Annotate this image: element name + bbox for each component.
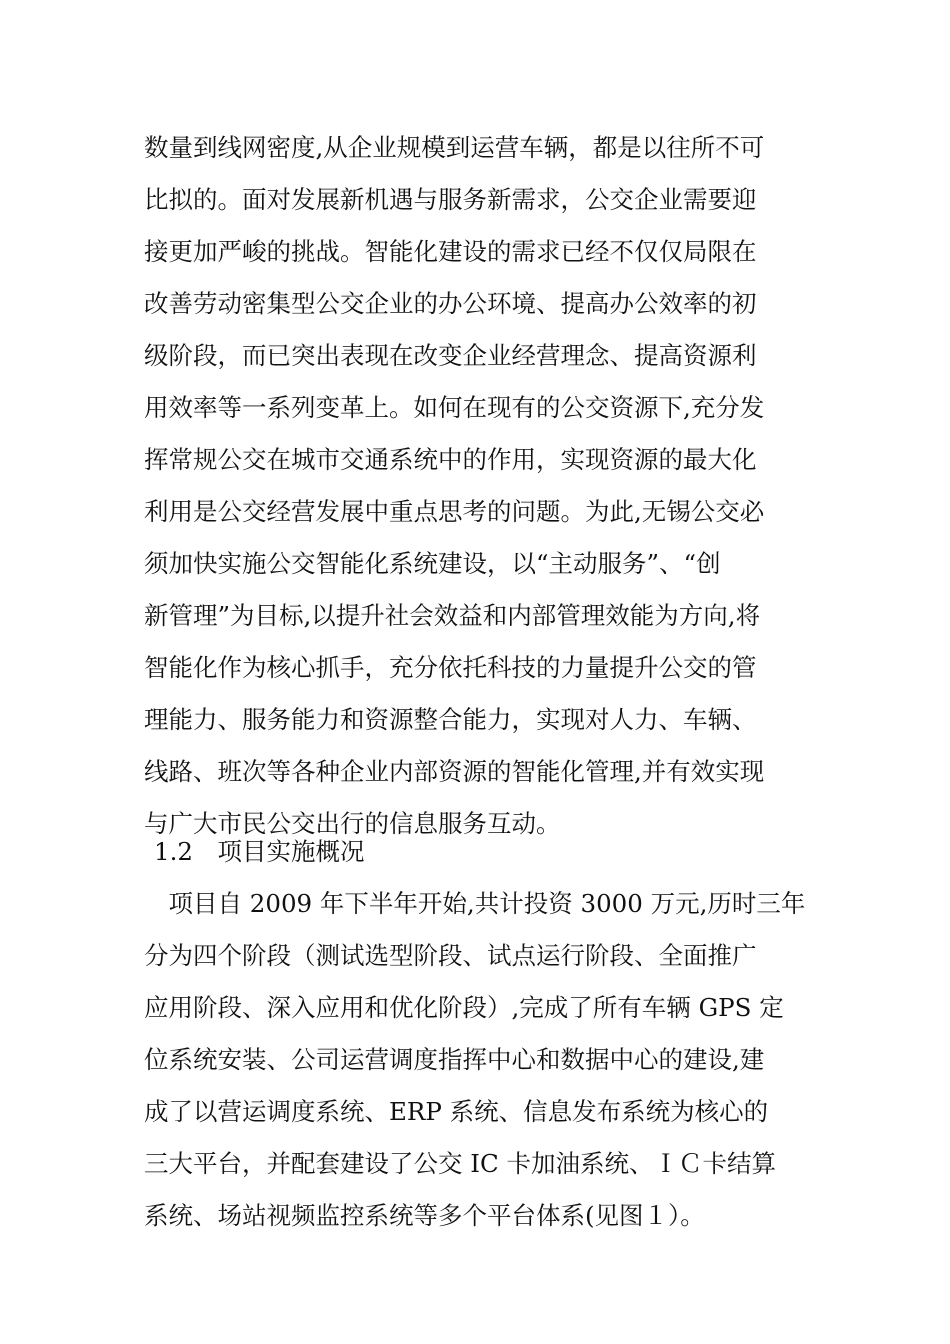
section-heading (154, 826, 814, 878)
section-heading-text: 1.2 项目实施概况 (154, 837, 365, 866)
text-line: 利用是公交经营发展中重点思考的问题。为此,无锡公交必 (144, 497, 765, 526)
text-line: 三大平台，并配套建设了公交 IC 卡加油系统、ＩＣ卡结算 (144, 1149, 776, 1178)
text-line: 理能力、服务能力和资源整合能力，实现对人力、车辆、 (144, 705, 757, 734)
text-line: 改善劳动密集型公交企业的办公环境、提高办公效率的初 (144, 289, 757, 318)
text-line: 接更加严峻的挑战。智能化建设的需求已经不仅仅局限在 (144, 237, 757, 266)
text-line: 位系统安装、公司运营调度指挥中心和数据中心的建设,建 (144, 1045, 765, 1074)
text-line: 与广大市民公交出行的信息服务互动。 (144, 809, 561, 838)
text-line: 级阶段，而已突出表现在改变企业经营理念、提高资源利 (144, 341, 757, 370)
paragraph-1 (144, 122, 804, 850)
text-line: 线路、班次等各种企业内部资源的智能化管理,并有效实现 (144, 757, 765, 786)
text-line: 数量到线网密度,从企业规模到运营车辆，都是以往所不可 (144, 133, 765, 162)
text-line: 挥常规公交在城市交通系统中的作用，实现资源的最大化 (144, 445, 757, 474)
text-line: 系统、场站视频监控系统等多个平台体系(见图１）。 (144, 1201, 705, 1230)
text-line: 新管理”为目标,以提升社会效益和内部管理效能为方向,将 (144, 601, 761, 630)
text-line: 比拟的。面对发展新机遇与服务新需求，公交企业需要迎 (144, 185, 757, 214)
text-line: 成了以营运调度系统、ERP 系统、信息发布系统为核心的 (144, 1097, 769, 1126)
text-line: 分为四个阶段（测试选型阶段、试点运行阶段、全面推广 (144, 941, 757, 970)
text-line: 项目自 2009 年下半年开始,共计投资 3000 万元,历时三年 (144, 889, 806, 918)
text-line: 须加快实施公交智能化系统建设，以“主动服务”、“创 (144, 549, 721, 578)
paragraph-2 (144, 878, 804, 1242)
text-line: 用效率等一系列变革上。如何在现有的公交资源下,充分发 (144, 393, 765, 422)
text-line: 智能化作为核心抓手，充分依托科技的力量提升公交的管 (144, 653, 757, 682)
text-line: 应用阶段、深入应用和优化阶段）,完成了所有车辆 GPS 定 (144, 993, 784, 1022)
